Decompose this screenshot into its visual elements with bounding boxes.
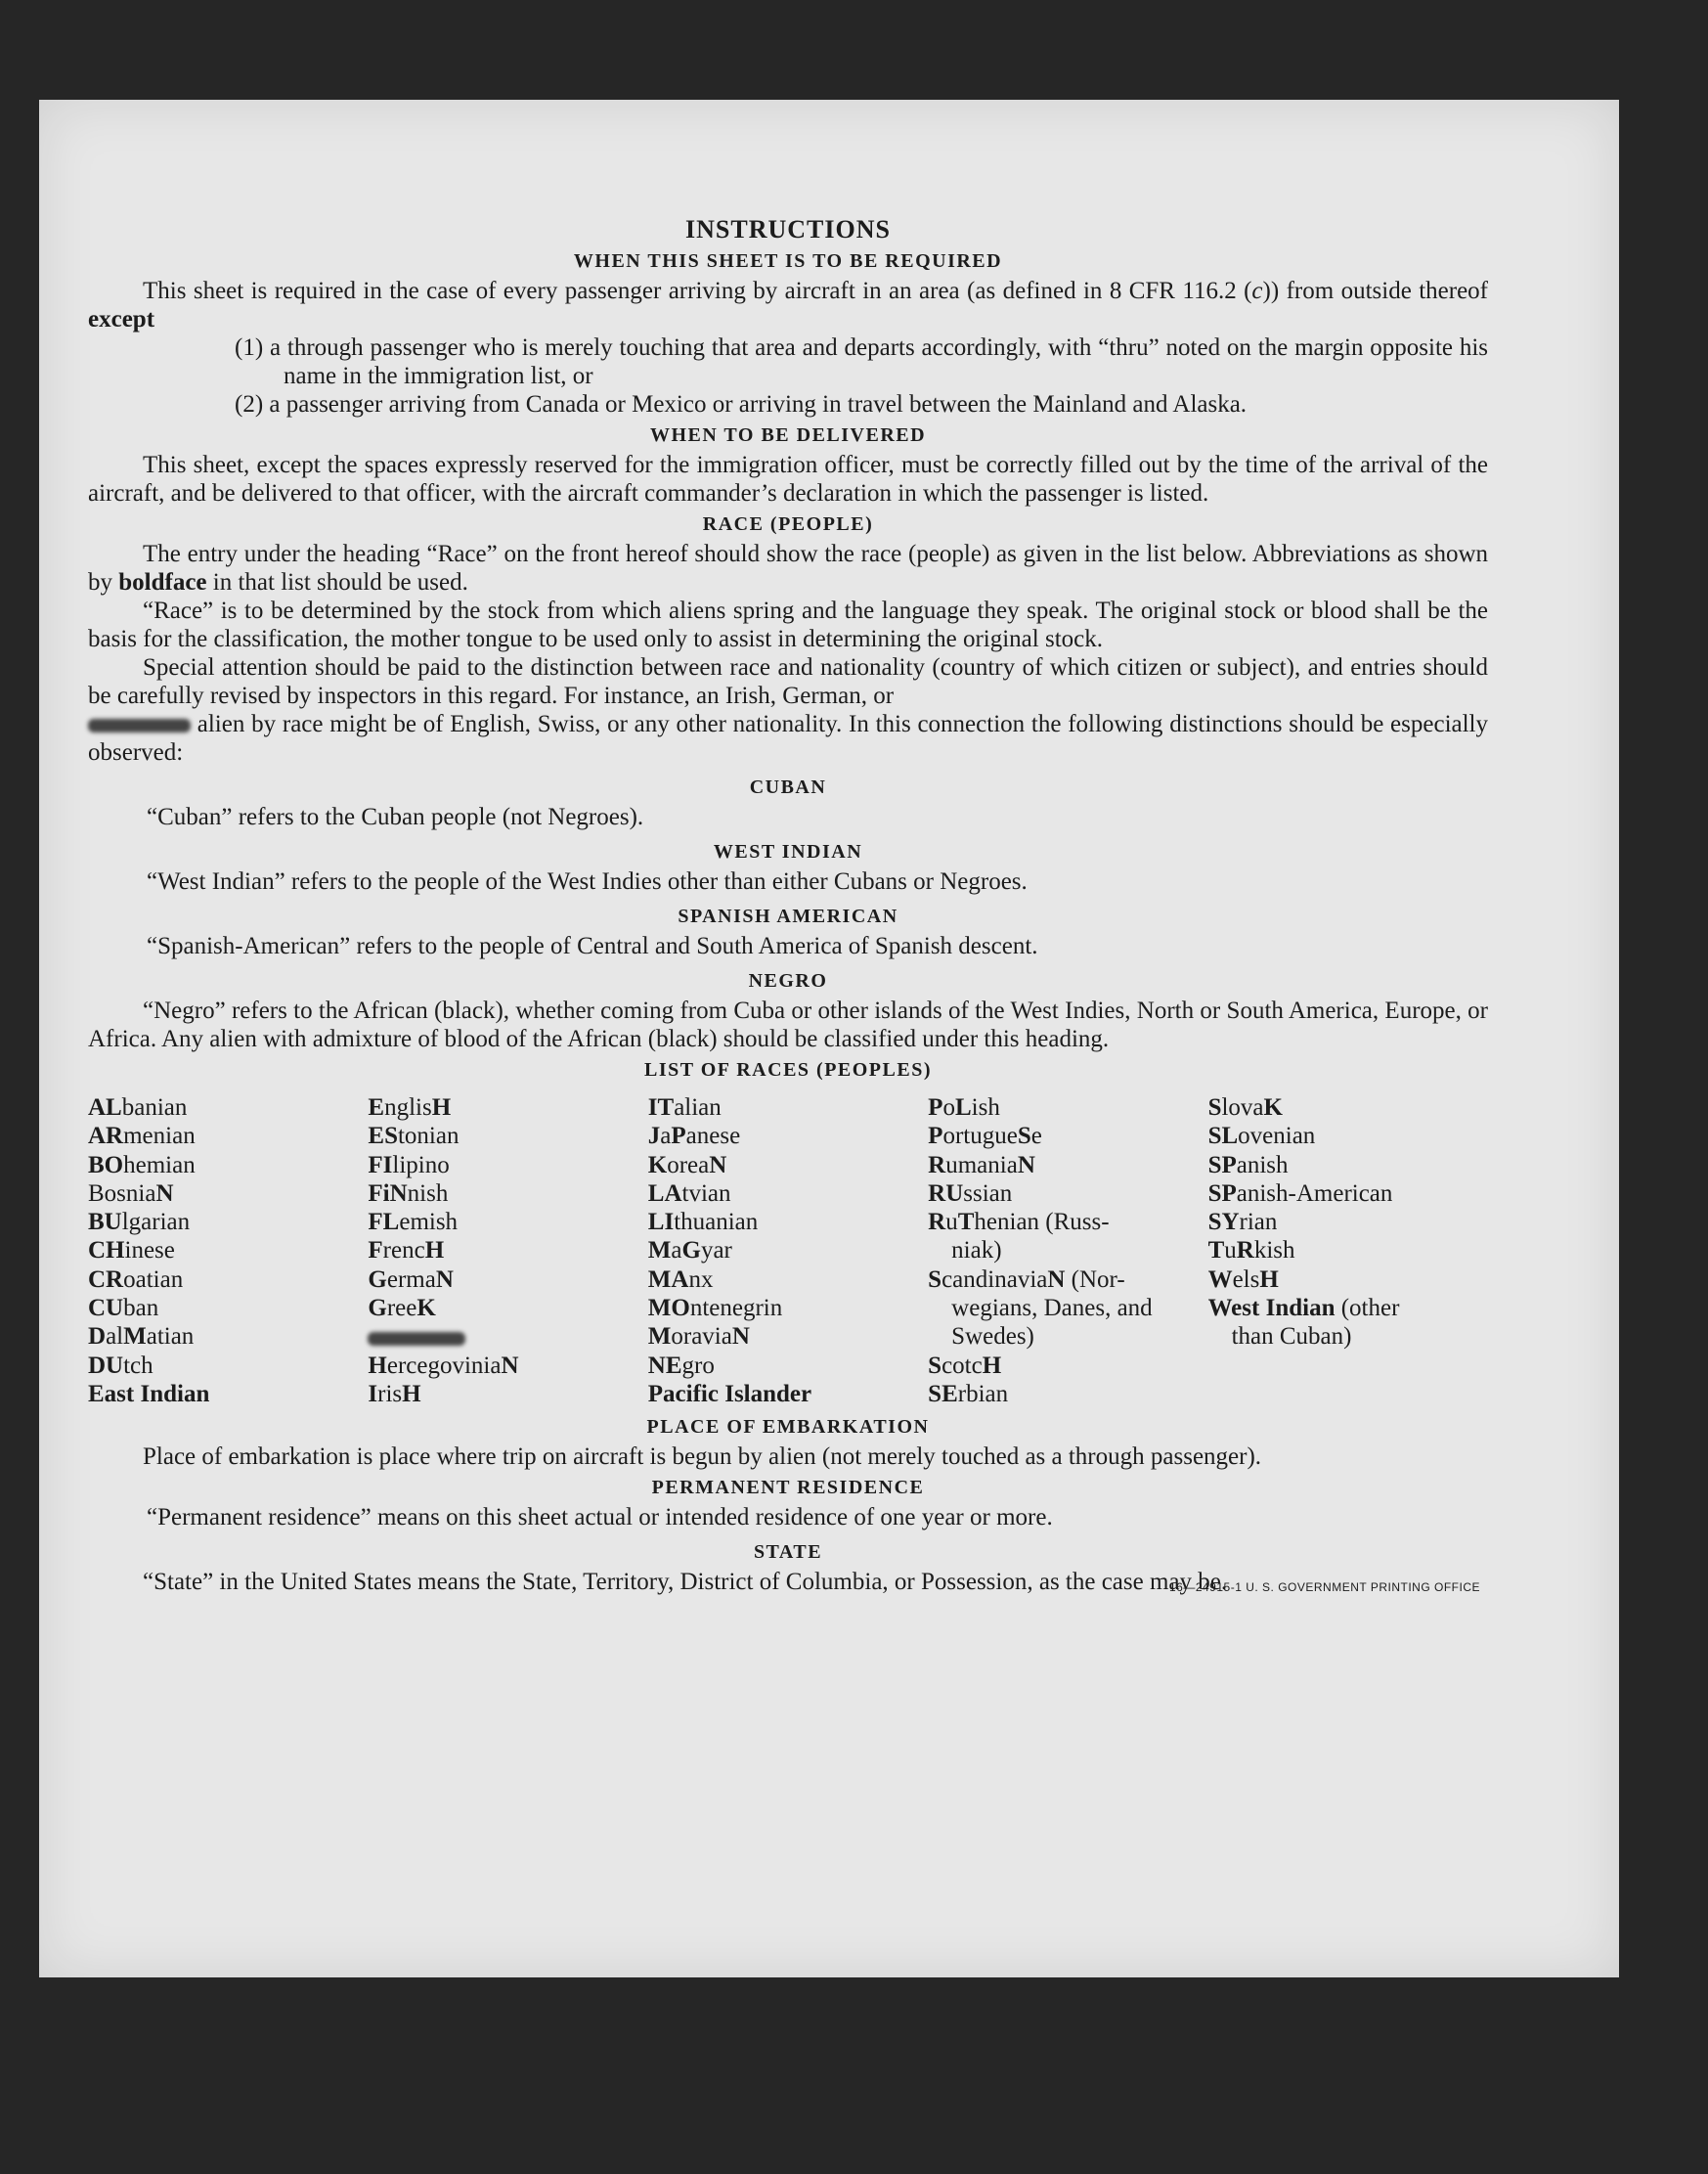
heading-west-indian: WEST INDIAN	[713, 841, 863, 863]
race-item: MOntenegrin	[647, 1295, 783, 1322]
race-item: SLovenian	[1207, 1123, 1316, 1150]
race-item: GermaN	[368, 1265, 454, 1293]
heading-spanish-american: SPANISH AMERICAN	[678, 906, 898, 927]
redaction-mark	[88, 719, 191, 732]
race-item: MaGyar	[647, 1237, 732, 1264]
heading-cuban: CUBAN	[749, 776, 827, 798]
race-item: GreeK	[368, 1295, 436, 1322]
race-item: BosniaN	[88, 1179, 174, 1207]
race-item: DUtch	[88, 1352, 153, 1379]
race-item: SYrian	[1207, 1209, 1278, 1236]
cuban-text: “Cuban” refers to the Cuban people (not Negroes).	[147, 804, 644, 830]
race-item: CRoatian	[88, 1265, 184, 1293]
race-item: FIlipino	[368, 1151, 450, 1178]
race-item: HercegoviniaN	[368, 1352, 519, 1379]
race-item: TuRkish	[1207, 1237, 1295, 1264]
embarkation-text: Place of embarkation is place where trip on aircraft is begun by alien (not merely touched as a through passenger).	[143, 1443, 1262, 1471]
race-item: MoraviaN	[647, 1323, 750, 1351]
race-item: RumaniaN	[928, 1151, 1035, 1178]
delivered-text: This sheet, except the spaces expressly reserved for the immigration officer, must be correctly filled out by the time of the arrival of the aircraft, and be delivered to that officer, with the aircraft commander’s declaration in which the passenger is listed.	[88, 452, 1488, 507]
redaction-mark	[368, 1332, 465, 1346]
heading-required: WHEN THIS SHEET IS TO BE REQUIRED	[573, 250, 1003, 272]
heading-negro: NEGRO	[748, 970, 828, 992]
race-item: FiNnish	[368, 1179, 449, 1207]
race-item: WelsH	[1207, 1265, 1279, 1293]
race-item: SlovaK	[1207, 1094, 1283, 1121]
document-page	[39, 100, 1619, 1977]
exception-item: (1) a through passenger who is merely touching that area and departs accordingly, with “thru” noted on the margin opposite his name in the immigration list, or	[235, 334, 1488, 389]
race-item: PoLish	[928, 1094, 1000, 1121]
race-column	[1208, 1093, 1488, 1408]
race-paragraph-1: The entry under the heading “Race” on the front hereof should show the race (people) as given in the list below. Abbreviations as shown by boldface in that list should be used.	[88, 541, 1488, 596]
race-item: DalMatian	[88, 1323, 195, 1351]
race-paragraph-2: “Race” is to be determined by the stock from which aliens spring and the language they speak. The original stock or blood shall be the basis for the classification, the mother tongue to be used only to assist in determining the original stock.	[88, 598, 1488, 652]
race-column	[648, 1093, 928, 1408]
race-item: SErbian	[928, 1380, 1009, 1407]
race-item: SPanish	[1207, 1151, 1289, 1178]
race-item: CUban	[88, 1295, 159, 1322]
race-column	[368, 1093, 647, 1408]
race-item: NEgro	[647, 1352, 715, 1379]
race-item: East Indian	[88, 1380, 210, 1407]
heading-state: STATE	[753, 1541, 823, 1564]
races-list	[88, 1093, 1488, 1408]
race-item: PortugueSe	[928, 1123, 1042, 1150]
heading-delivered: WHEN TO BE DELIVERED	[649, 424, 927, 446]
residence-text: “Permanent residence” means on this sheet actual or intended residence of one year or more.	[147, 1504, 1053, 1531]
race-item: Pacific Islander	[647, 1380, 812, 1407]
state-text: “State” in the United States means the State, Territory, District of Columbia, or Possession, as the case may be.	[143, 1569, 1228, 1596]
required-intro: This sheet is required in the case of every passenger arriving by aircraft in an area (as defined in 8 CFR 116.2 (c)) from outside thereof except	[88, 278, 1488, 333]
negro-text: “Negro” refers to the African (black), whether coming from Cuba or other islands of the West Indies, North or South America, Europe, or Africa. Any alien with admixture of blood of the African (black) should be classified under this heading.	[88, 998, 1488, 1052]
race-item: FrencH	[368, 1237, 445, 1264]
west-indian-text: “West Indian” refers to the people of the West Indies other than either Cubans or Negroes.	[147, 868, 1028, 895]
race-item: FLemish	[368, 1209, 459, 1236]
race-item: LAtvian	[647, 1179, 731, 1207]
spanish-american-text: “Spanish-American” refers to the people of Central and South America of Spanish descent.	[147, 933, 1038, 959]
race-item: ITalian	[647, 1094, 722, 1121]
race-column	[928, 1093, 1207, 1408]
race-item: JaPanese	[647, 1123, 741, 1150]
race-item: EStonian	[368, 1123, 460, 1150]
race-item	[368, 1322, 647, 1351]
heading-embarkation: PLACE OF EMBARKATION	[646, 1416, 930, 1439]
race-item: ALbanian	[88, 1094, 188, 1121]
race-item: RuThenian (Russ- niak)	[928, 1209, 1110, 1264]
heading-residence: PERMANENT RESIDENCE	[651, 1477, 925, 1499]
race-item: ScotcH	[928, 1352, 1002, 1379]
race-item: BUlgarian	[88, 1209, 191, 1236]
page-title: INSTRUCTIONS	[685, 215, 891, 244]
race-item: ScandinaviaN (Nor- wegians, Danes, and Swedes)	[928, 1265, 1153, 1351]
race-item: RUssian	[928, 1179, 1013, 1207]
race-item: MAnx	[647, 1265, 714, 1293]
race-item: KoreaN	[647, 1151, 727, 1178]
race-item: SPanish-American	[1207, 1179, 1393, 1207]
race-item: IrisH	[368, 1380, 421, 1407]
heading-list-of-races: LIST OF RACES (PEOPLES)	[643, 1059, 932, 1081]
race-item: LIthuanian	[647, 1209, 759, 1236]
race-item: BOhemian	[88, 1151, 196, 1178]
heading-race: RACE (PEOPLE)	[702, 513, 874, 535]
race-item: CHinese	[88, 1237, 175, 1264]
race-column	[88, 1093, 368, 1408]
instructions-content	[88, 215, 1488, 1596]
printer-imprint: 16—24915-1 U. S. GOVERNMENT PRINTING OFFICE	[1168, 1580, 1480, 1595]
race-item: West Indian (other than Cuban)	[1207, 1295, 1400, 1351]
race-item: ARmenian	[88, 1123, 196, 1150]
race-paragraph-3: Special attention should be paid to the distinction between race and nationality (country of which citizen or subject), and entries should be carefully revised by inspectors in this regard. For instance, an Irish, German, or alien by race might be of English, Swiss, or any other nationality. In this connection the following distinctions should be especially observed:	[88, 654, 1488, 766]
exception-list	[88, 333, 1488, 419]
race-item: EnglisH	[368, 1094, 452, 1121]
exception-item: (2) a passenger arriving from Canada or Mexico or arriving in travel between the Mainland and Alaska.	[235, 391, 1248, 418]
